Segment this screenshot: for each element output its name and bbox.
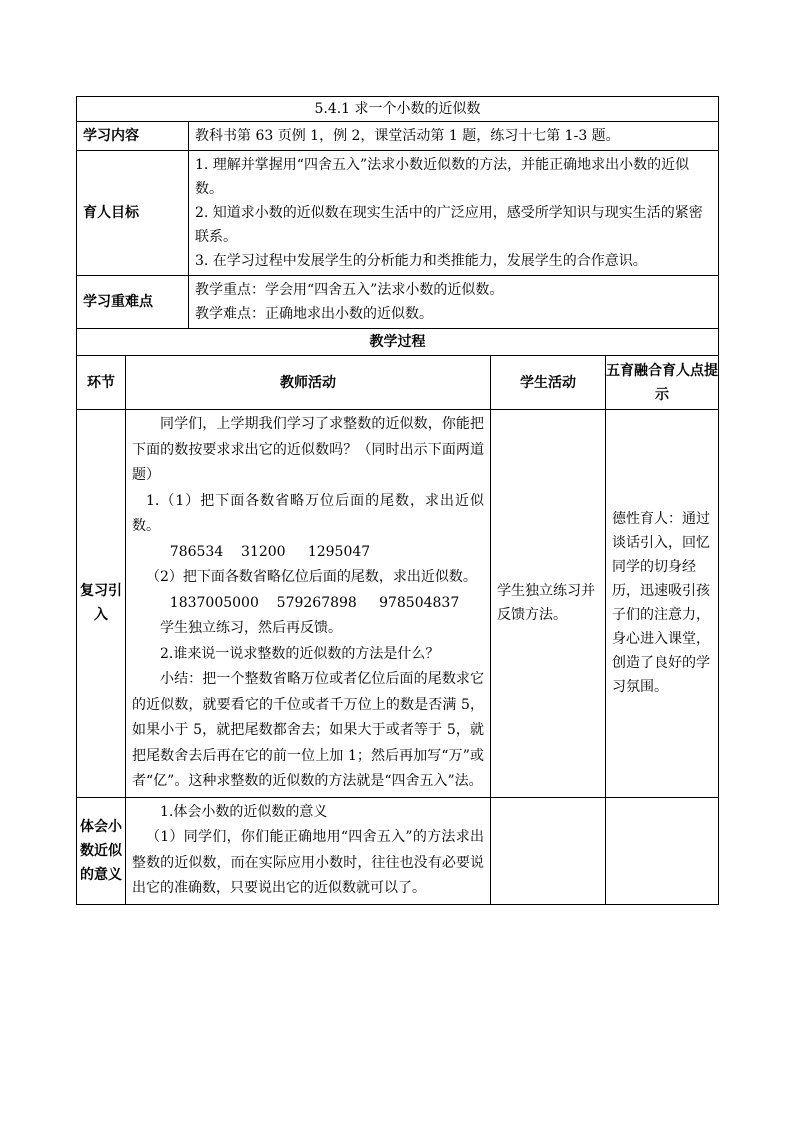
teacher-activity <box>126 410 491 798</box>
keypoint-item: 教学重点：学会用“四舍五入”法求小数的近似数。 <box>195 282 504 298</box>
goal-item: 1. 理解并掌握用“四舍五入”法求小数近似数的方法，并能正确地求出小数的近似数。 <box>195 157 690 197</box>
process-header: 教学过程 <box>77 329 719 356</box>
keypoints-label: 学习重难点 <box>77 276 189 329</box>
teacher-paragraph: 学生独立练习，然后再反馈。 <box>160 620 342 636</box>
table-row <box>77 410 719 798</box>
teacher-activity <box>126 797 491 904</box>
lesson-title: 5.4.1 求一个小数的近似数 <box>77 97 719 122</box>
teacher-paragraph: 同学们，上学期我们学习了求整数的近似数，你能把下面的数按要求求出它的近似数吗？（同时出示下面两道题） <box>132 416 484 483</box>
table-row <box>77 797 719 904</box>
teacher-paragraph: （2）把下面各数省略亿位后面的尾数，求出近似数。 <box>146 569 477 585</box>
keypoints-list <box>189 276 719 329</box>
student-activity <box>491 797 606 904</box>
teacher-paragraph: 1.体会小数的近似数的意义 <box>160 803 328 820</box>
stage-review: 复习引入 <box>77 410 126 798</box>
teacher-paragraph: （1）同学们，你们能正确地用“四舍五入”的方法求出整数的近似数，而在实际应用小数时，往往也没有必要说出它的准确数，只要说出它的近似数就可以了。 <box>132 829 484 896</box>
teacher-paragraph: 1.（1）把下面各数省略万位后面的尾数，求出近似数。 <box>132 492 484 534</box>
wuyu-note <box>606 797 719 904</box>
teacher-paragraph: 2.谁来说一说求整数的近似数的方法是什么？ <box>160 645 440 662</box>
number-list: 1837005000 579267898 978504837 <box>169 594 460 611</box>
goals-list <box>189 151 719 276</box>
goal-item: 2. 知道求小数的近似数在现实生活中的广泛应用，感受所学知识与现实生活的紧密联系。 <box>195 205 703 245</box>
teacher-paragraph: 小结：把一个整数省略万位或者亿位后面的尾数求它的近似数，就要看它的千位或者千万位上的数是否满 5，如果小于 5，就把尾数都舍去；如果大于或者等于 5，就把尾数舍去后再在它的前一位上加 1；然后再加写“万”或者“亿”。这种求整数的近似数的方法就是“四舍五入”法。 <box>132 671 484 789</box>
col-stage-header: 环节 <box>77 356 126 410</box>
lesson-plan <box>76 96 718 905</box>
student-activity: 学生独立练习并反馈方法。 <box>491 410 606 798</box>
content-label: 学习内容 <box>77 122 189 151</box>
process-table <box>76 328 719 905</box>
lesson-info-table <box>76 96 719 329</box>
number-list: 786534 31200 1295047 <box>169 543 371 560</box>
col-wuyu-header: 五育融合育人点提示 <box>606 356 719 410</box>
col-student-header: 学生活动 <box>491 356 606 410</box>
goal-item: 3. 在学习过程中发展学生的分析能力和类推能力，发展学生的合作意识。 <box>195 253 647 269</box>
keypoint-item: 教学难点：正确地求出小数的近似数。 <box>195 306 433 322</box>
goals-label: 育人目标 <box>77 151 189 276</box>
wuyu-note: 德性育人：通过谈话引入，回忆同学的切身经历，迅速吸引孩子们的注意力，身心进入课堂，创造了良好的学习氛围。 <box>606 410 719 798</box>
col-teacher-header: 教师活动 <box>126 356 491 410</box>
stage-meaning: 体会小数近似的意义 <box>77 797 126 904</box>
content-text: 教科书第 63 页例 1，例 2，课堂活动第 1 题，练习十七第 1-3 题。 <box>189 122 719 151</box>
